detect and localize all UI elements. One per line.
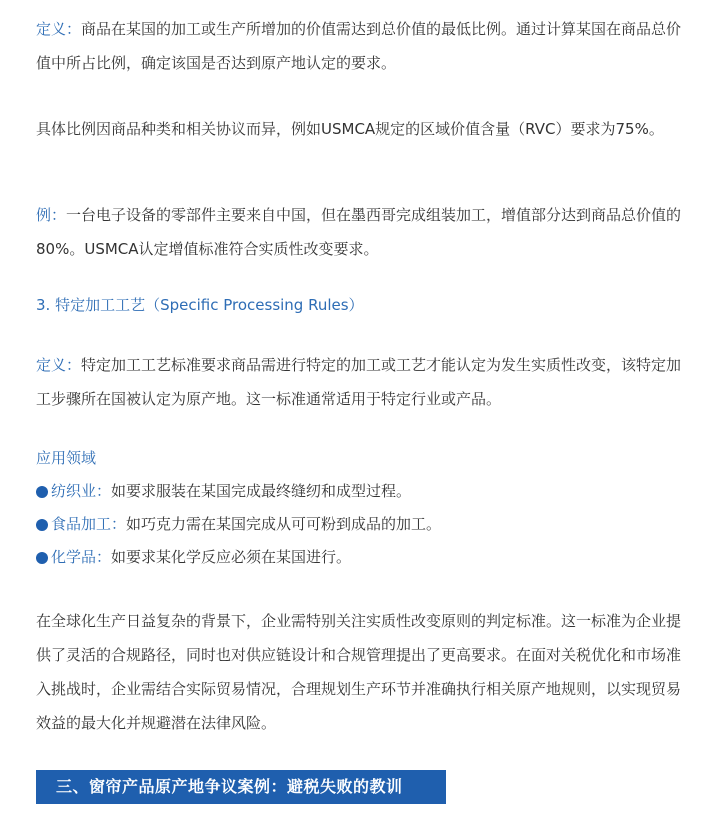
bullet-dot-icon [36, 519, 48, 531]
definition2-paragraph [36, 348, 686, 416]
list-item-text: 如要求服装在某国完成最终缝纫和成型过程。 [111, 482, 412, 500]
list-item [36, 541, 441, 574]
definition2-text: 特定加工工艺标准要求商品需进行特定的加工或工艺才能认定为发生实质性改变，该特定加工步骤所在国被认定为原产地。这一标准通常适用于特定行业或产品。 [36, 356, 682, 408]
example-paragraph [36, 198, 686, 266]
list-item-text: 如巧克力需在某国完成从可可粉到成品的加工。 [126, 515, 442, 533]
definition-label: 定义： [36, 20, 82, 38]
example-label: 例： [36, 206, 67, 224]
application-section [36, 441, 441, 574]
list-item [36, 508, 441, 541]
section-banner-title: 三、窗帘产品原产地争议案例：避税失败的教训 [36, 770, 446, 804]
list-item-term: 纺织业： [51, 482, 112, 500]
definition-text: 商品在某国的加工或生产所增加的价值需达到总价值的最低比例。通过计算某国在商品总价值中所占比例，确定该国是否达到原产地认定的要求。 [36, 20, 682, 72]
list-item-term: 食品加工： [51, 515, 127, 533]
bullet-dot-icon [36, 552, 48, 564]
section3-heading: 3. 特定加工工艺（Specific Processing Rules） [36, 296, 364, 314]
list-item-term: 化学品： [51, 548, 112, 566]
ratio-note-paragraph: 具体比例因商品种类和相关协议而异，例如USMCA规定的区域价值含量（RVC）要求为75%。 [36, 120, 664, 138]
bullet-dot-icon [36, 486, 48, 498]
example-text: 一台电子设备的零部件主要来自中国，但在墨西哥完成组装加工，增值部分达到商品总价值的80%。USMCA认定增值标准符合实质性改变要求。 [36, 206, 682, 258]
summary-paragraph: 在全球化生产日益复杂的背景下，企业需特别关注实质性改变原则的判定标准。这一标准为企业提供了灵活的合规路径，同时也对供应链设计和合规管理提出了更高要求。在面对关税优化和市场准入挑战时，企业需结合实际贸易情况，合理规划生产环节并准确执行相关原产地规则，以实现贸易效益的最大化并规避潜在法律风险。 [36, 612, 682, 732]
list-item [36, 475, 441, 508]
list-item-text: 如要求某化学反应必须在某国进行。 [111, 548, 352, 566]
application-heading: 应用领域 [36, 449, 97, 467]
definition2-label: 定义： [36, 356, 82, 374]
definition-paragraph [36, 12, 686, 80]
